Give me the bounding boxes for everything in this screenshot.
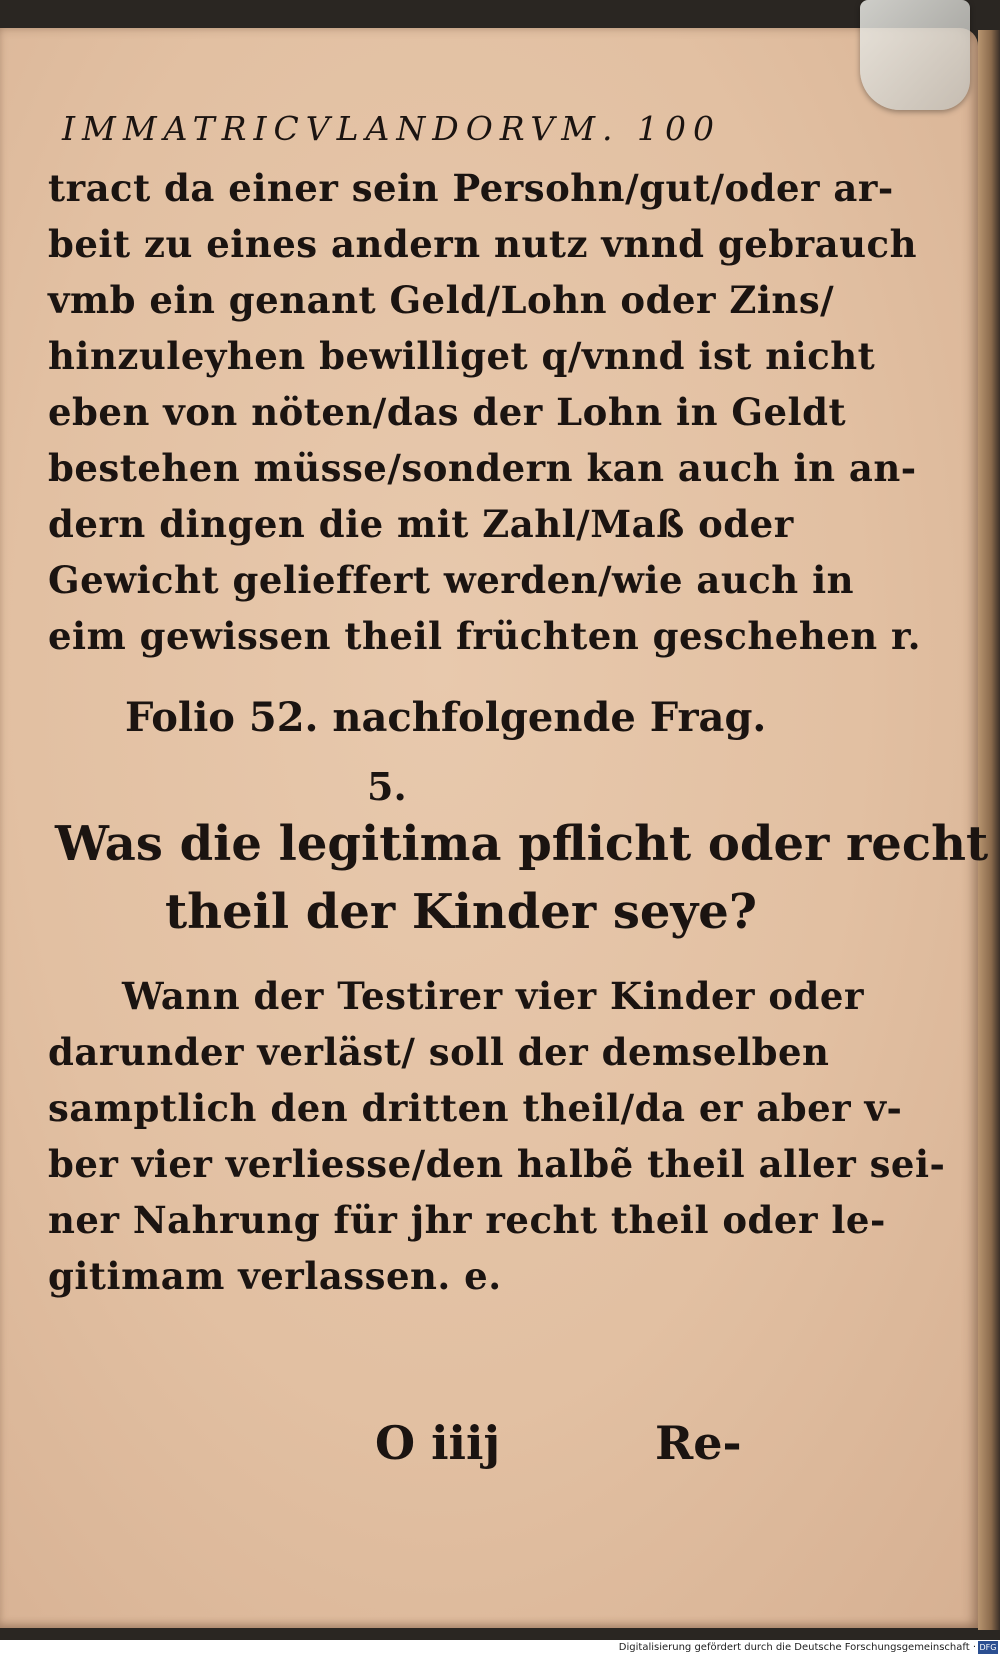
- text-line: Wann der Testirer vier Kinder oder: [122, 974, 864, 1018]
- signature-mark: O iiij: [375, 1416, 501, 1470]
- running-header: IMMATRICVLANDORVM. 100: [62, 109, 722, 148]
- text-line: ner Nahrung für jhr recht theil oder le-: [48, 1198, 886, 1242]
- folio-reference: Folio 52. nachfolgende Frag.: [125, 694, 767, 741]
- text-line: darunder verläst/ soll der demselben: [48, 1030, 830, 1074]
- text-line: eben von nöten/das der Lohn in Geldt: [48, 390, 847, 434]
- text-line: gitimam verlassen. e.: [48, 1254, 502, 1298]
- dfg-logo: DFG: [979, 1643, 997, 1652]
- catchword: Re-: [655, 1416, 742, 1470]
- question-number: 5.: [367, 764, 407, 809]
- digitization-credit: Digitalisierung gefördert durch die Deutsche Forschungsgemeinschaft ·: [618, 1642, 976, 1653]
- text-line: vmb ein genant Geld/Lohn oder Zins/: [48, 278, 835, 322]
- question-heading-line: Was die legitima pflicht oder recht: [55, 816, 989, 872]
- text-line: hinzuleyhen bewilliget q/vnnd ist nicht: [48, 334, 876, 378]
- text-line: dern dingen die mit Zahl/Maß oder: [48, 502, 794, 546]
- text-line: eim gewissen theil früchten geschehen r.: [48, 614, 922, 658]
- text-line: samptlich den dritten theil/da er aber v-: [48, 1086, 903, 1130]
- text-line: Gewicht gelieffert werden/wie auch in: [48, 558, 855, 602]
- text-line: ber vier verliesse/den halbẽ theil aller sei-: [48, 1142, 946, 1186]
- text-line: bestehen müsse/sondern kan auch in an-: [48, 446, 917, 490]
- text-line: beit zu eines andern nutz vnnd gebrauch: [48, 222, 917, 266]
- page-clip: [860, 0, 970, 110]
- text-line: tract da einer sein Persohn/gut/oder ar-: [48, 166, 894, 210]
- question-heading-line: theil der Kinder seye?: [165, 884, 757, 940]
